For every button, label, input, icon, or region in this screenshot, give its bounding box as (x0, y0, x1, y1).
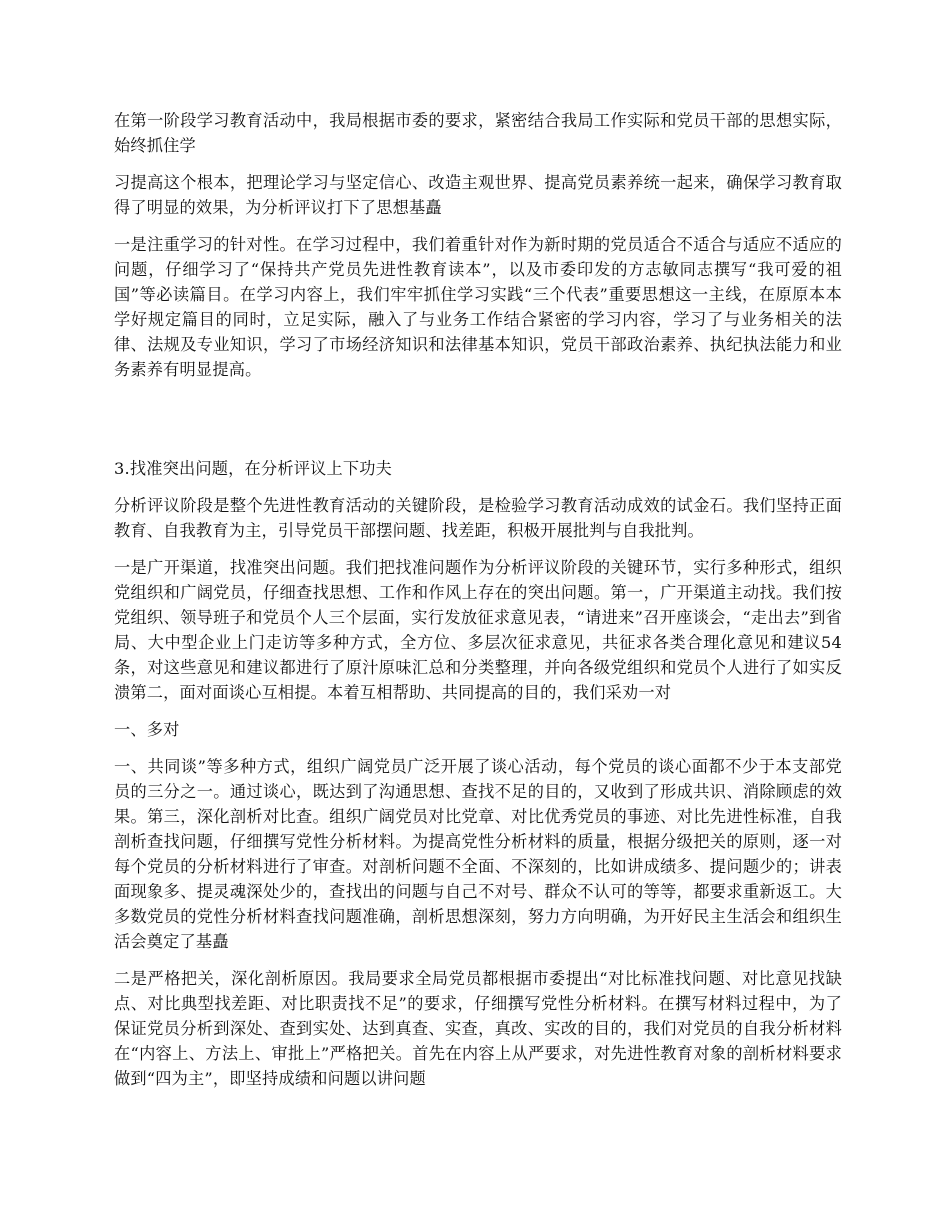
paragraph-heart-talk: 一、共同谈”等多种方式，组织广阔党员广泛开展了谈心活动，每个党员的谈心面都不少于本支部党员的三分之一。通过谈心，既达到了沟通思想、查找不足的目的，又收到了形成共识、消除顾虑的效果。第三，深化剖析对比查。组织广阔党员对比党章、对比优秀党员的事迹、对比先进性标准，自我剖析查找问题，仔细撰写党性分析材料。为提高党性分析材料的质量，根据分级把关的原则，逐一对每个党员的分析材料进行了审查。对剖析问题不全面、不深刻的，比如讲成绩多、提问题少的；讲表面现象多、提灵魂深处少的，查找出的问题与自己不对号、群众不认可的等等，都要求重新返工。大多数党员的党性分析材料查找问题准确，剖析思想深刻，努力方向明确，为开好民主生活会和组织生活会奠定了基矗 (114, 757, 842, 951)
section-gap (114, 394, 842, 456)
document-body (114, 108, 842, 1103)
paragraph-subheading: 一、多对 (114, 720, 180, 739)
paragraph-strict-review: 二是严格把关，深化剖析原因。我局要求全局党员都根据市委提出“对比标准找问题、对比意见找缺点、对比典型找差距、对比职责找不足”的要求，仔细撰写党性分析材料。在撰写材料过程中，为了保证党员分析到深处、查到实处、达到真查、实查，真改、实改的目的，我们对党员的自我分析材料在“内容上、方法上、审批上”严格把关。首先在内容上从严要求，对先进性教育对象的剖析材料要求做到“四为主”，即坚持成绩和问题以讲问题 (114, 969, 842, 1088)
paragraph-analysis-stage: 分析评议阶段是整个先进性教育活动的关键阶段，是检验学习教育活动成效的试金石。我们坚持正面教育、自我教育为主，引导党员干部摆问题、找差距，积极开展批判与自我批判。 (114, 496, 842, 540)
paragraph-study-targeting: 一是注重学习的针对性。在学习过程中，我们着重针对作为新时期的党员适合不适合与适应不适应的问题，仔细学习了“保持共产党员先进性教育读本”，以及市委印发的方志敏同志撰写“我可爱的祖国”等必读篇目。在学习内容上，我们牢牢抓住学习实践“三个代表”重要思想这一主线，在原原本本学好规定篇目的同时，立足实际，融入了与业务工作结合紧密的学习内容，学习了与业务相关的法律、法规及专业知识，学习了市场经济知识和法律基本知识，党员干部政治素养、执纪执法能力和业务素养有明显提高。 (114, 235, 842, 379)
paragraph-intro: 在第一阶段学习教育活动中，我局根据市委的要求，紧密结合我局工作实际和党员干部的思想实际，始终抓住学 (114, 111, 842, 155)
paragraph-study-foundation: 习提高这个根本，把理论学习与坚定信心、改造主观世界、提高党员素养统一起来，确保学习教育取得了明显的效果，为分析评议打下了思想基矗 (114, 173, 842, 217)
paragraph-find-problems: 一是广开渠道，找准突出问题。我们把找准问题作为分析评议阶段的关键环节，实行多种形式，组织党组织和广阔党员，仔细查找思想、工作和作风上存在的突出问题。第一，广开渠道主动找。我们按党组织、领导班子和党员个人三个层面，实行发放征求意见表，“请进来”召开座谈会，“走出去”到省局、大中型企业上门走访等多种方式，全方位、多层次征求意见，共征求各类合理化意见和建议54条，对这些意见和建议都进行了原汁原味汇总和分类整理，并向各级党组织和党员个人进行了如实反溃第二，面对面谈心互相提。本着互相帮助、共同提高的目的，我们采劝一对 (114, 558, 842, 702)
section-heading: 3.找准突出问题，在分析评议上下功夫 (114, 459, 393, 478)
